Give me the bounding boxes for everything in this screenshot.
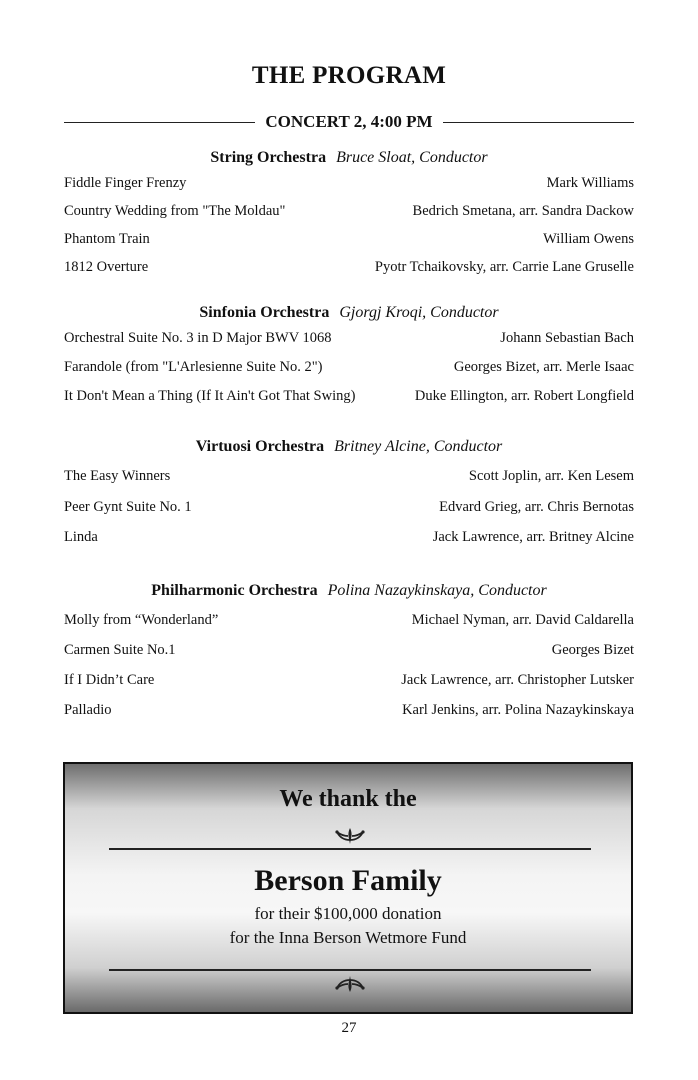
flourish-ornament-icon <box>334 974 366 994</box>
conductor-name: Britney Alcine, Conductor <box>334 438 503 455</box>
flourish-ornament-icon <box>334 826 366 846</box>
piece-title: Peer Gynt Suite No. 1 <box>64 499 192 515</box>
program-row <box>64 499 634 529</box>
donation-line: for their $100,000 donation <box>254 904 442 923</box>
piece-title: If I Didn’t Care <box>64 672 155 688</box>
program-row <box>64 203 634 231</box>
section-heading <box>64 438 634 456</box>
section-heading <box>64 582 634 600</box>
program-row <box>64 642 634 672</box>
piece-composer: Georges Bizet <box>551 642 634 658</box>
program-row <box>64 231 634 259</box>
piece-composer: Pyotr Tchaikovsky, arr. Carrie Lane Gruselle <box>374 259 634 275</box>
orchestra-name: Virtuosi Orchestra <box>195 438 325 455</box>
section-heading <box>64 149 634 167</box>
program-row <box>64 175 634 203</box>
page-number: 27 <box>341 1020 357 1036</box>
heading-rule-right <box>443 122 634 123</box>
piece-title: It Don't Mean a Thing (If It Ain't Got That Swing) <box>64 388 356 404</box>
piece-title: The Easy Winners <box>64 468 171 484</box>
piece-title: Fiddle Finger Frenzy <box>64 175 187 191</box>
piece-title: Linda <box>64 529 98 545</box>
piece-title: Country Wedding from "The Moldau" <box>64 203 286 219</box>
piece-title: Orchestral Suite No. 3 in D Major BWV 1068 <box>64 330 332 346</box>
piece-composer: Scott Joplin, arr. Ken Lesem <box>468 468 634 484</box>
donor-family-name: Berson Family <box>254 864 442 897</box>
piece-title: Carmen Suite No.1 <box>64 642 176 658</box>
orchestra-name: Philharmonic Orchestra <box>151 582 318 599</box>
piece-composer: Jack Lawrence, arr. Christopher Lutsker <box>401 672 634 688</box>
program-row <box>64 702 634 732</box>
conductor-name: Polina Nazaykinskaya, Conductor <box>327 582 547 599</box>
program-row <box>64 388 634 417</box>
piece-title: Palladio <box>64 702 112 718</box>
page-title: THE PROGRAM <box>251 62 447 89</box>
piece-title: Farandole (from "L'Arlesienne Suite No. 2") <box>64 359 323 375</box>
heading-rule-left <box>64 122 255 123</box>
piece-composer: Bedrich Smetana, arr. Sandra Dackow <box>412 203 634 219</box>
thanks-intro: We thank the <box>279 786 417 812</box>
section-string-orchestra <box>64 149 634 287</box>
divider-top <box>109 848 591 850</box>
section-sinfonia-orchestra <box>64 304 634 417</box>
conductor-name: Gjorgj Kroqi, Conductor <box>339 304 499 321</box>
program-row <box>64 359 634 388</box>
section-philharmonic-orchestra <box>64 582 634 732</box>
program-row <box>64 612 634 642</box>
program-row <box>64 529 634 559</box>
piece-composer: Edvard Grieg, arr. Chris Bernotas <box>439 499 634 515</box>
piece-title: 1812 Overture <box>64 259 149 275</box>
divider-bottom <box>109 969 591 971</box>
piece-composer: William Owens <box>543 231 634 247</box>
piece-title: Phantom Train <box>64 231 150 247</box>
fund-line: for the Inna Berson Wetmore Fund <box>229 928 467 947</box>
orchestra-name: Sinfonia Orchestra <box>199 304 330 321</box>
concert-time: CONCERT 2, 4:00 PM <box>265 112 433 131</box>
piece-composer: Johann Sebastian Bach <box>500 330 634 346</box>
orchestra-name: String Orchestra <box>210 149 327 166</box>
program-row <box>64 330 634 359</box>
section-heading <box>64 304 634 322</box>
section-virtuosi-orchestra <box>64 438 634 559</box>
piece-composer: Duke Ellington, arr. Robert Longfield <box>414 388 634 404</box>
program-row <box>64 672 634 702</box>
piece-composer: Jack Lawrence, arr. Britney Alcine <box>432 529 634 545</box>
piece-composer: Michael Nyman, arr. David Caldarella <box>411 612 634 628</box>
piece-title: Molly from “Wonderland” <box>64 612 219 628</box>
program-row <box>64 259 634 287</box>
program-row <box>64 468 634 499</box>
concert-heading <box>64 110 634 134</box>
piece-composer: Karl Jenkins, arr. Polina Nazaykinskaya <box>402 702 634 718</box>
piece-composer: Georges Bizet, arr. Merle Isaac <box>453 359 634 375</box>
donor-thanks-box <box>63 762 633 1014</box>
piece-composer: Mark Williams <box>546 175 634 191</box>
conductor-name: Bruce Sloat, Conductor <box>336 149 488 166</box>
